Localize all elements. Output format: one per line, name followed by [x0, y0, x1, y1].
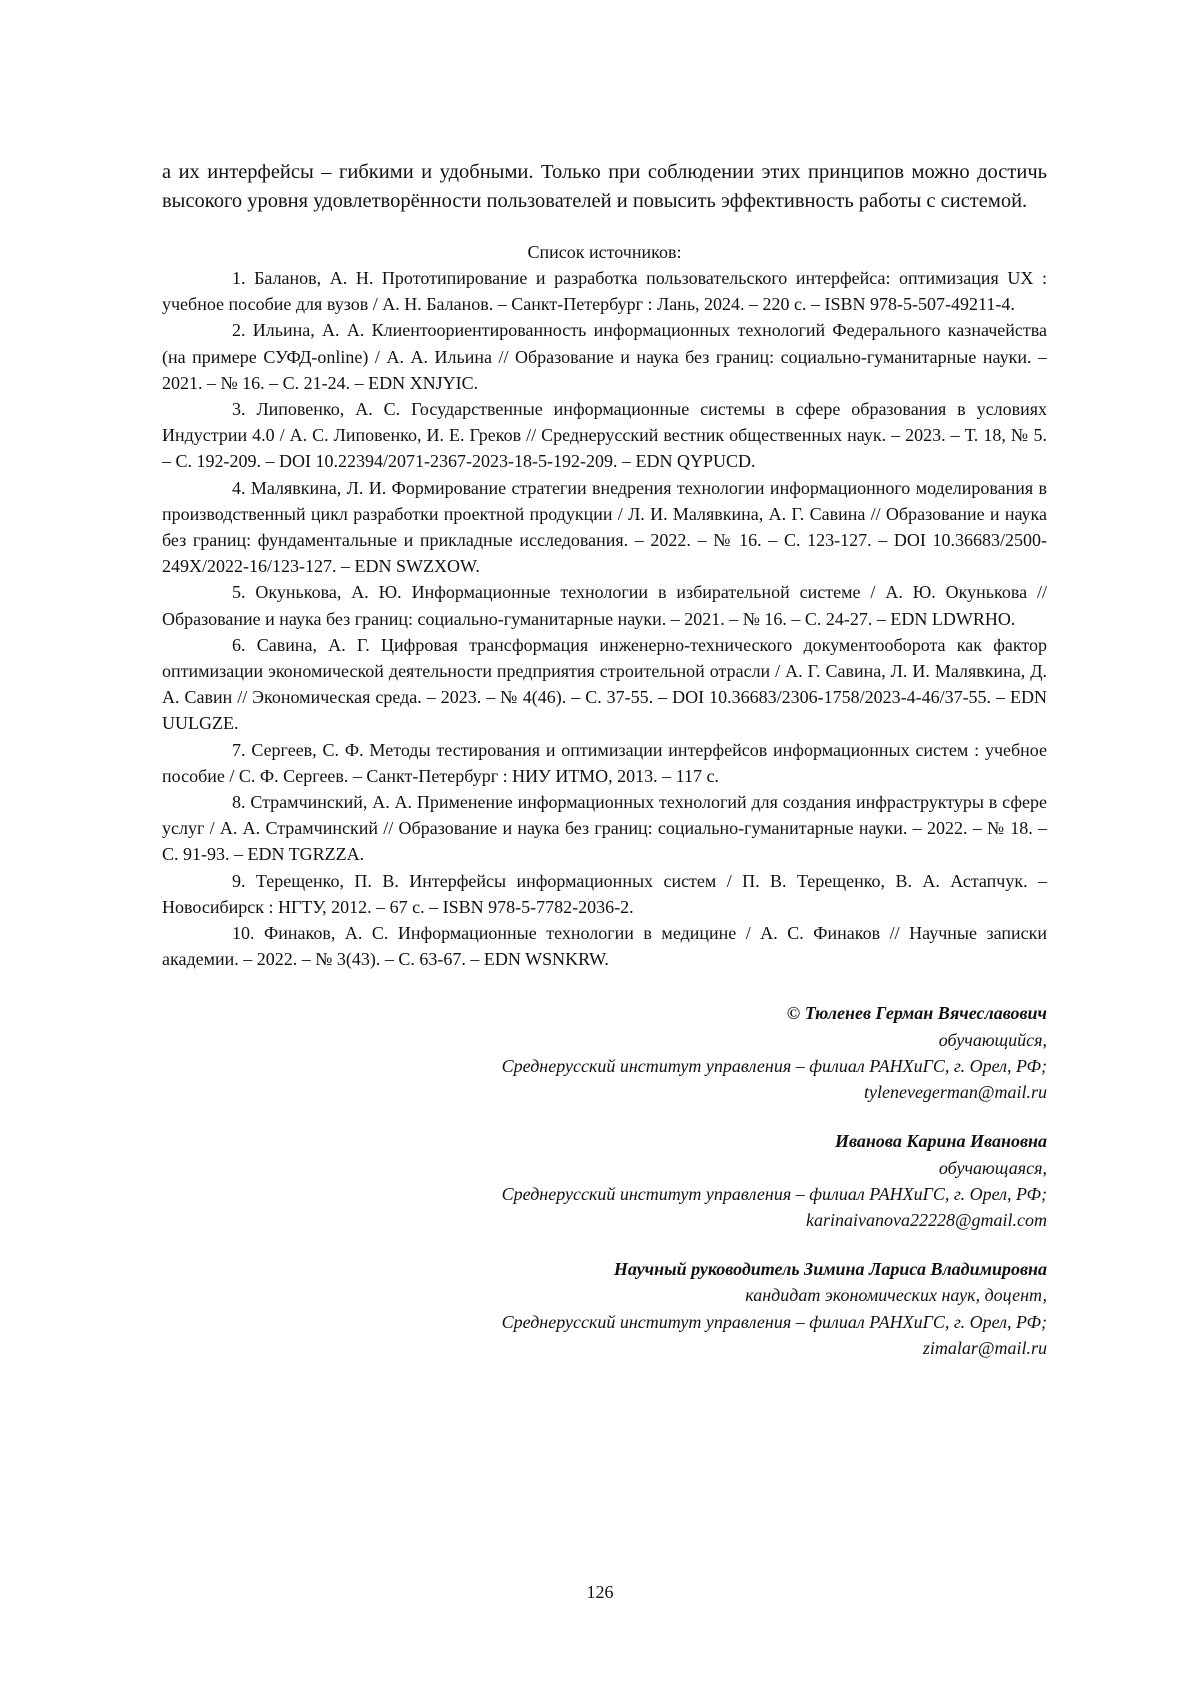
document-page [162, 158, 1047, 1384]
author-email: karinaivanova22228@gmail.com [162, 1207, 1047, 1233]
page-number: 126 [0, 1580, 1200, 1604]
author-block [162, 1000, 1047, 1105]
author-block [162, 1256, 1047, 1361]
reference-item: 3. Липовенко, А. С. Государственные информационные системы в сфере образования в условиях Индустрии 4.0 / А. С. Липовенко, И. Е. Греков // Среднерусский вестник общественных наук. – 2023. – Т. 18, № 5. – С. 192-209. – DOI 10.22394/2071-2367-2023-18-5-192-209. – EDN QYPUCD. [162, 396, 1047, 475]
supervisor-role: кандидат экономических наук, доцент, [162, 1282, 1047, 1308]
supervisor-email: zimalar@mail.ru [162, 1335, 1047, 1361]
author-affiliation: Среднерусский институт управления – филиал РАНХиГС, г. Орел, РФ; [162, 1053, 1047, 1079]
author-role: обучающийся, [162, 1027, 1047, 1053]
reference-item: 1. Баланов, А. Н. Прототипирование и разработка пользовательского интерфейса: оптимизация UX : учебное пособие для вузов / А. Н. Баланов. – Санкт-Петербург : Лань, 2024. – 220 с. – ISBN 978-5-507-49211-4. [162, 265, 1047, 317]
reference-item: 8. Страмчинский, А. А. Применение информационных технологий для создания инфраструктуры в сфере услуг / А. А. Страмчинский // Образование и наука без границ: социально-гуманитарные науки. – 2022. – № 18. – С. 91-93. – EDN TGRZZA. [162, 789, 1047, 868]
intro-paragraph: а их интерфейсы – гибкими и удобными. Только при соблюдении этих принципов можно достичь высокого уровня удовлетворённости пользователей и повысить эффективность работы с системой. [162, 158, 1047, 216]
author-name: Иванова Карина Ивановна [162, 1128, 1047, 1154]
reference-item: 7. Сергеев, С. Ф. Методы тестирования и оптимизации интерфейсов информационных систем : учебное пособие / С. Ф. Сергеев. – Санкт-Петербург : НИУ ИТМО, 2013. – 117 с. [162, 737, 1047, 789]
references-heading: Список источников: [162, 239, 1047, 265]
authors-section [162, 1000, 1047, 1360]
author-role: обучающаяся, [162, 1155, 1047, 1181]
author-affiliation: Среднерусский институт управления – филиал РАНХиГС, г. Орел, РФ; [162, 1181, 1047, 1207]
reference-item: 4. Малявкина, Л. И. Формирование стратегии внедрения технологии информационного моделирования в производственный цикл разработки проектной продукции / Л. И. Малявкина, А. Г. Савина // Образование и наука без границ: фундаментальные и прикладные исследования. – 2022. – № 16. – С. 123-127. – DOI 10.36683/2500-249X/2022-16/123-127. – EDN SWZXOW. [162, 475, 1047, 580]
author-name: © Тюленев Герман Вячеславович [162, 1000, 1047, 1026]
author-email: tylenevegerman@mail.ru [162, 1079, 1047, 1105]
reference-item: 2. Ильина, А. А. Клиентоориентированность информационных технологий Федерального казначейства (на примере СУФД-online) / А. А. Ильина // Образование и наука без границ: социально-гуманитарные науки. – 2021. – № 16. – С. 21-24. – EDN XNJYIC. [162, 317, 1047, 396]
references-list [162, 265, 1047, 972]
reference-item: 10. Финаков, А. С. Информационные технологии в медицине / А. С. Финаков // Научные записки академии. – 2022. – № 3(43). – С. 63-67. – EDN WSNKRW. [162, 920, 1047, 972]
author-block [162, 1128, 1047, 1233]
supervisor-name: Научный руководитель Зимина Лариса Владимировна [162, 1256, 1047, 1282]
reference-item: 9. Терещенко, П. В. Интерфейсы информационных систем / П. В. Терещенко, В. А. Астапчук. – Новосибирск : НГТУ, 2012. – 67 с. – ISBN 978-5-7782-2036-2. [162, 868, 1047, 920]
supervisor-affiliation: Среднерусский институт управления – филиал РАНХиГС, г. Орел, РФ; [162, 1309, 1047, 1335]
reference-item: 6. Савина, А. Г. Цифровая трансформация инженерно-технического документооборота как фактор оптимизации экономической деятельности предприятия строительной отрасли / А. Г. Савина, Л. И. Малявкина, Д. А. Савин // Экономическая среда. – 2023. – № 4(46). – С. 37-55. – DOI 10.36683/2306-1758/2023-4-46/37-55. – EDN UULGZE. [162, 632, 1047, 737]
reference-item: 5. Окунькова, А. Ю. Информационные технологии в избирательной системе / А. Ю. Окунькова // Образование и наука без границ: социально-гуманитарные науки. – 2021. – № 16. – С. 24-27. – EDN LDWRHO. [162, 579, 1047, 631]
